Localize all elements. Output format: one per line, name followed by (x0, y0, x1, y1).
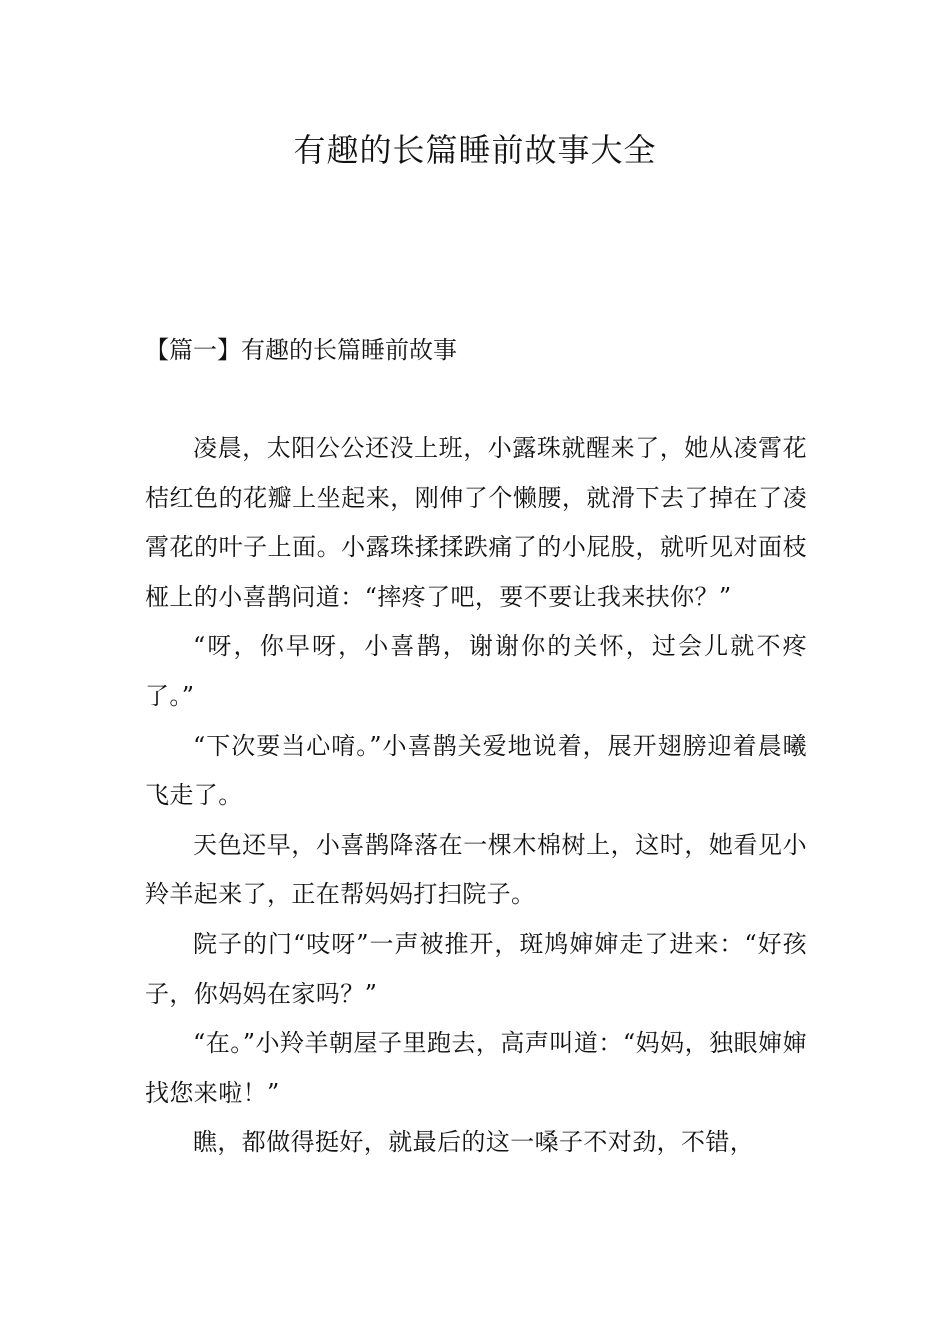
paragraph: 天色还早，小喜鹊降落在一棵木棉树上，这时，她看见小羚羊起来了，正在帮妈妈打扫院子。 (145, 830, 807, 909)
paragraph: 凌晨，太阳公公还没上班，小露珠就醒来了，她从凌霄花桔红色的花瓣上坐起来，刚伸了个懒腰，就滑下去了掉在了凌霄花的叶子上面。小露珠揉揉跌痛了的小屁股，就听见对面枝桠上的小喜鹊问道：“摔疼了吧，要不要让我来扶你？” (145, 434, 807, 611)
paragraph: 院子的门“吱呀”一声被推开，斑鸠婶婶走了进来：“好孩子，你妈妈在家吗？” (145, 929, 807, 1008)
story-body (145, 424, 807, 1168)
section-heading: 【篇一】有趣的长篇睡前故事 (145, 336, 457, 364)
paragraph: “下次要当心唷。”小喜鹊关爱地说着，展开翅膀迎着晨曦飞走了。 (145, 731, 807, 810)
paragraph: “呀，你早呀，小喜鹊，谢谢你的关怀，过会儿就不疼了。” (145, 632, 807, 710)
paragraph: “在。”小羚羊朝屋子里跑去，高声叫道：“妈妈，独眼婶婶找您来啦！” (145, 1029, 807, 1107)
document-title: 有趣的长篇睡前故事大全 (293, 131, 657, 169)
paragraph: 瞧，都做得挺好，就最后的这一嗓子不对劲，不错， (193, 1128, 755, 1157)
